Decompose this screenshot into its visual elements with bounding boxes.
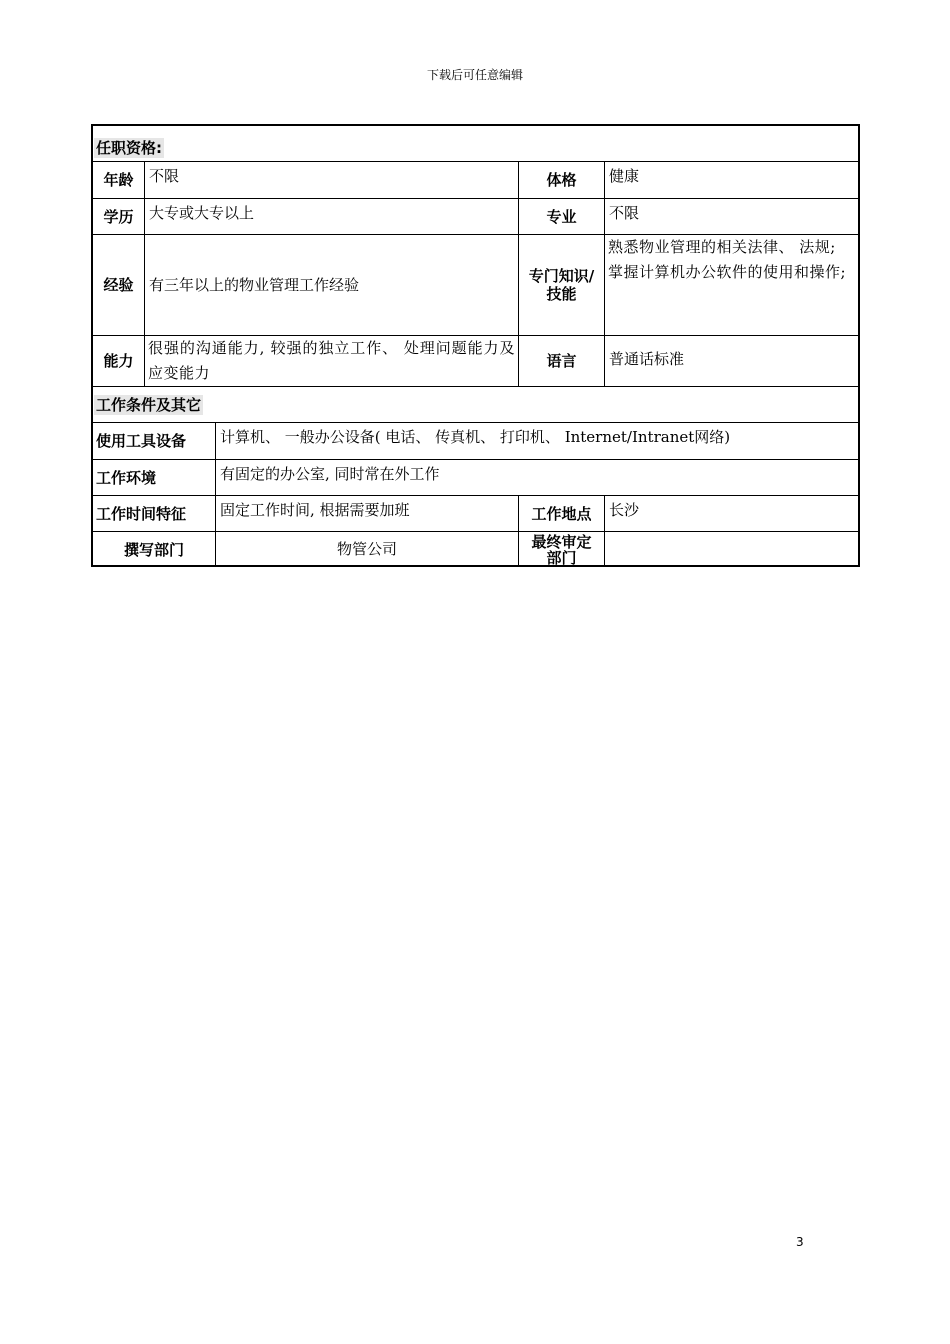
header-note: 下载后可任意编辑 (426, 68, 523, 82)
job-qualification-table (91, 124, 860, 567)
hours-label: 工作时间特征 (93, 496, 216, 532)
education-label: 学历 (93, 199, 145, 235)
major-value: 不限 (605, 199, 858, 235)
author-dept-label: 撰写部门 (93, 532, 216, 567)
ability-value: 很强的沟通能力, 较强的独立工作、 处理问题能力及应变能力 (145, 336, 519, 387)
major-label: 专业 (519, 199, 605, 235)
skills-label: 专门知识/技能 (519, 235, 605, 336)
language-label: 语言 (519, 336, 605, 387)
hours-value: 固定工作时间, 根据需要加班 (216, 496, 519, 532)
ability-label: 能力 (93, 336, 145, 387)
location-value: 长沙 (605, 496, 859, 532)
final-review-value (605, 532, 858, 567)
skills-value-line2: 掌握计算机办公软件的使用和操作; (608, 263, 847, 281)
skills-value-line1: 熟悉物业管理的相关法律、 法规; (608, 238, 836, 256)
qualifications-section-title: 任职资格: (96, 139, 162, 157)
experience-label: 经验 (93, 235, 145, 336)
education-value: 大专或大专以上 (145, 199, 519, 235)
physique-value: 健康 (605, 162, 858, 199)
tools-label: 使用工具设备 (93, 423, 216, 460)
environment-value: 有固定的办公室, 同时常在外工作 (216, 460, 859, 496)
experience-value: 有三年以上的物业管理工作经验 (145, 235, 519, 336)
author-dept-value: 物管公司 (216, 532, 519, 567)
conditions-section-title: 工作条件及其它 (96, 395, 202, 414)
location-label: 工作地点 (519, 496, 605, 532)
page-number: 3 (796, 1235, 804, 1249)
age-value: 不限 (145, 162, 519, 199)
final-review-label: 最终审定部门 (519, 532, 605, 567)
skills-value (605, 235, 858, 336)
qualifications-section-row (93, 126, 858, 162)
physique-label: 体格 (519, 162, 605, 199)
environment-label: 工作环境 (93, 460, 216, 496)
tools-value: 计算机、 一般办公设备( 电话、 传真机、 打印机、 Internet/Intranet网络) (216, 423, 858, 460)
language-value: 普通话标准 (605, 336, 858, 387)
age-label: 年龄 (93, 162, 145, 199)
conditions-section-row (93, 387, 858, 423)
